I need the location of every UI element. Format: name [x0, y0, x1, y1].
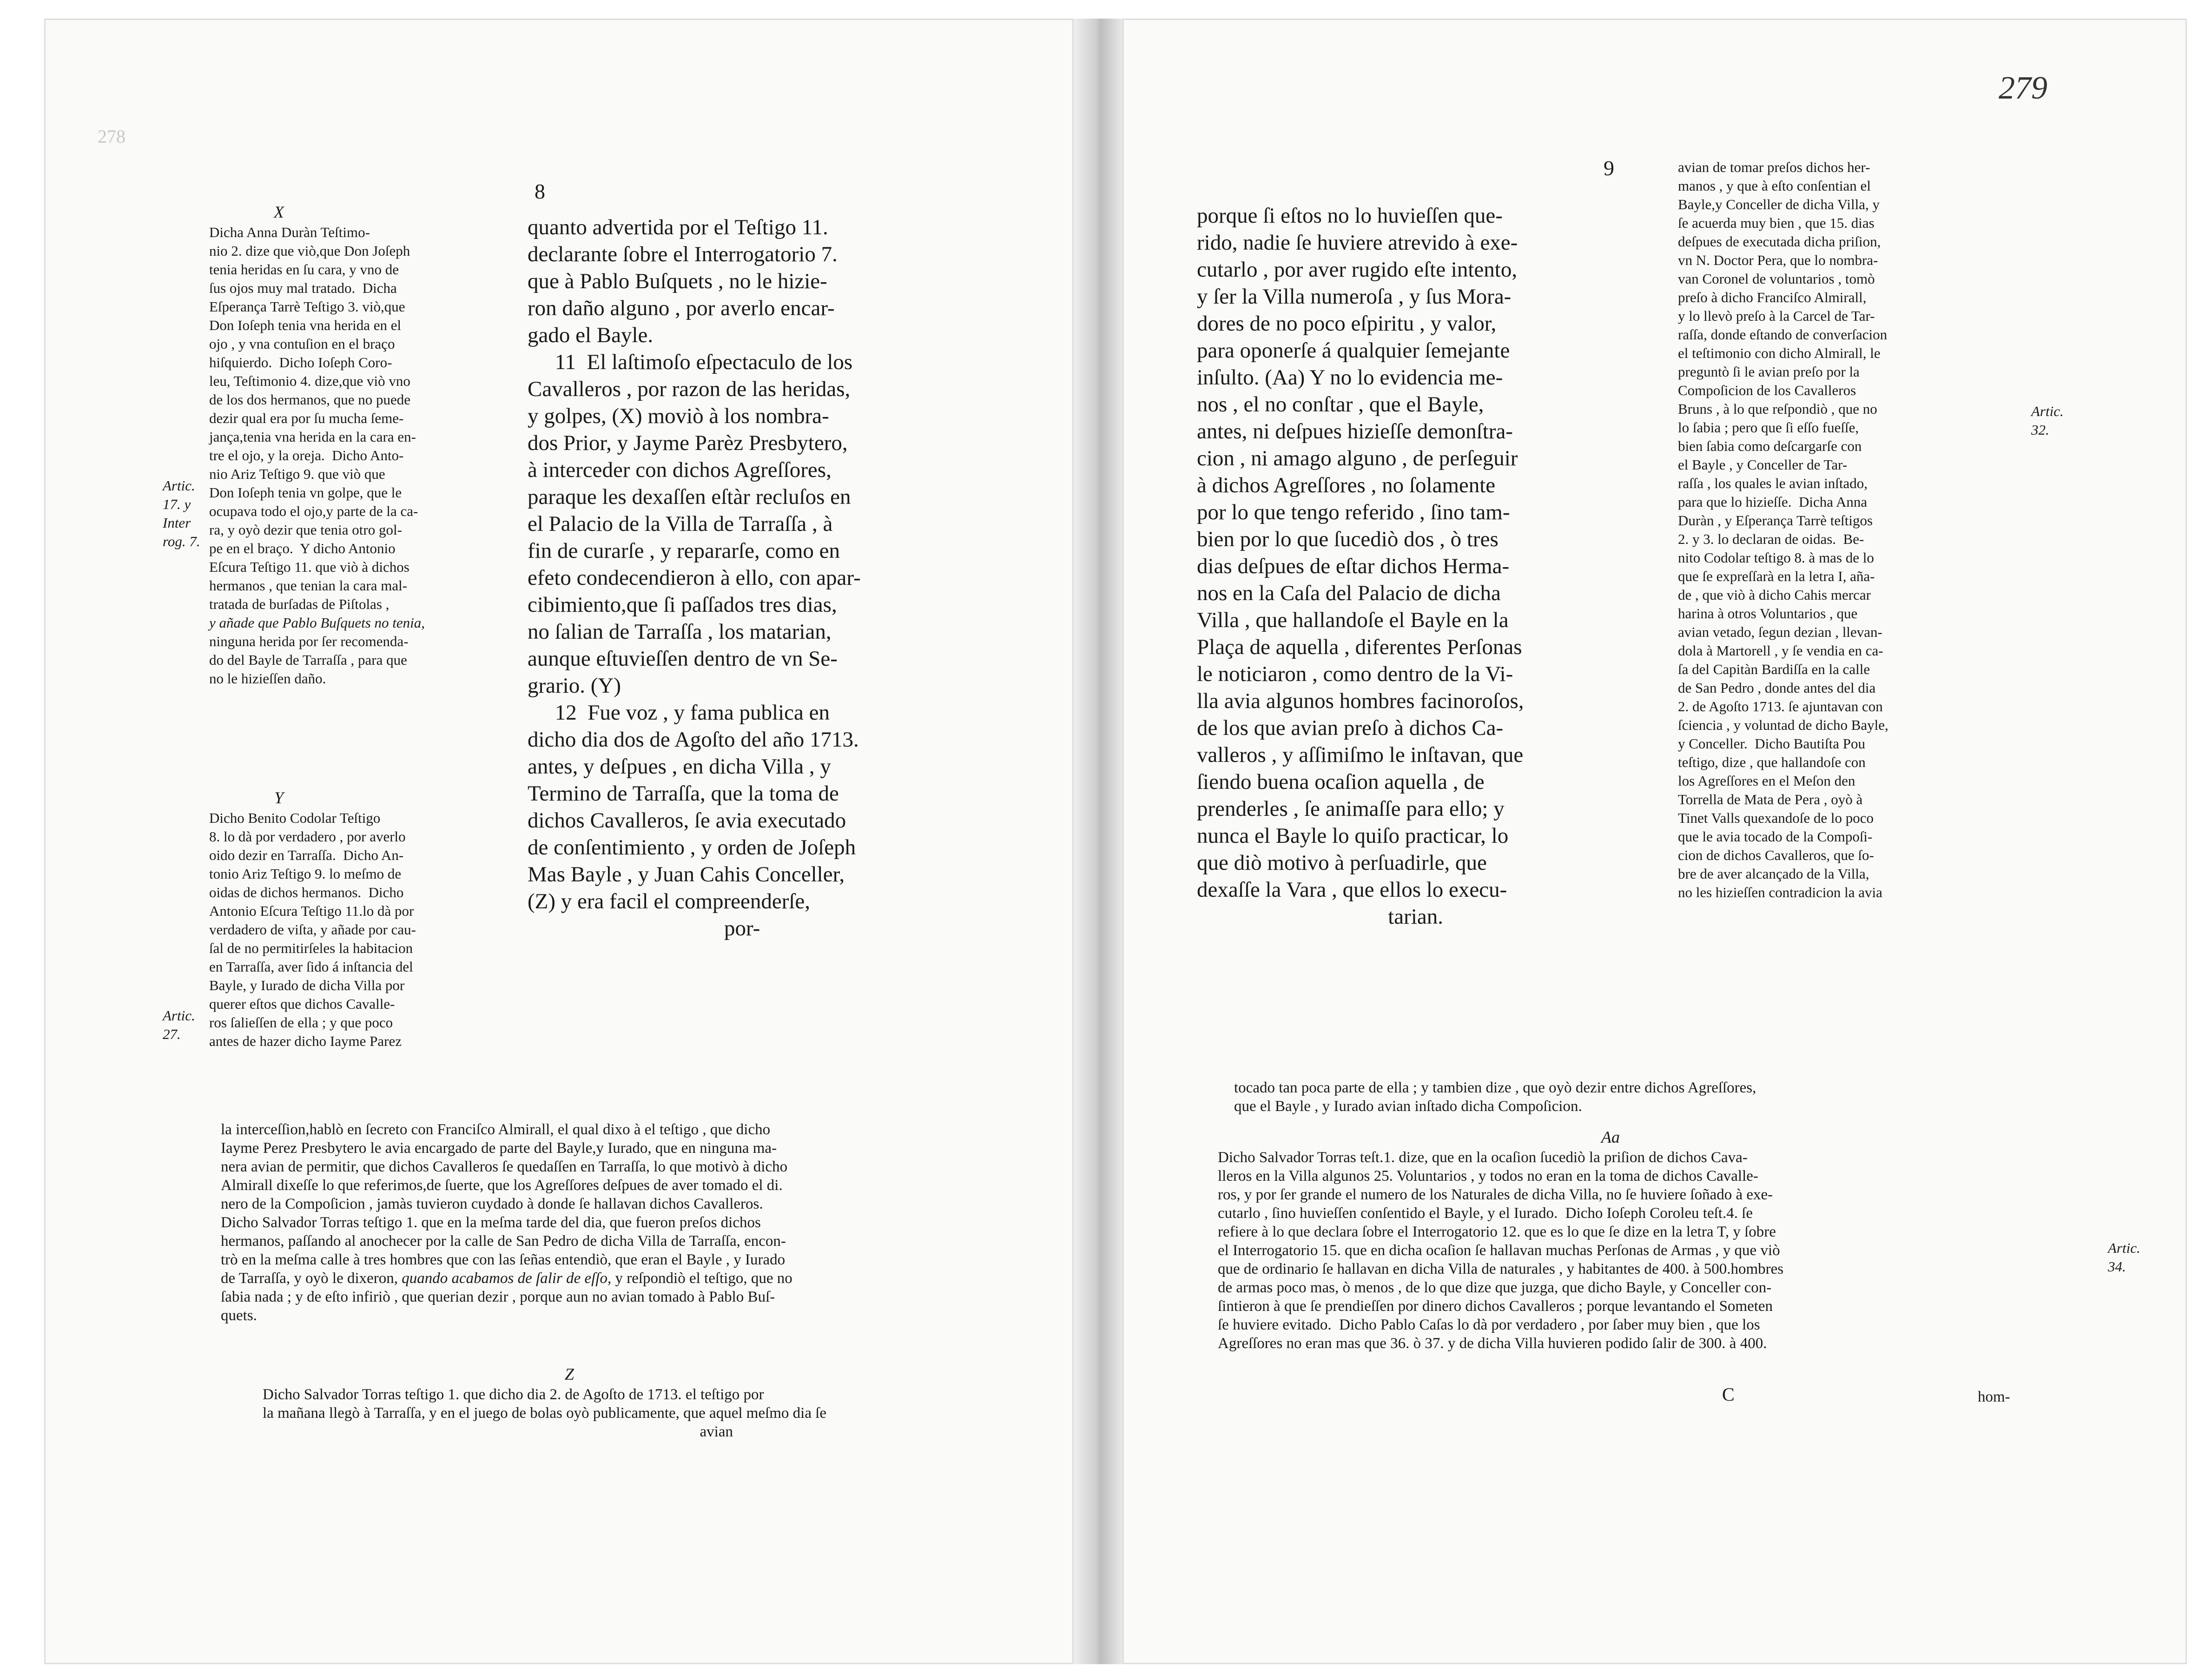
corner-mark: 278: [98, 126, 125, 147]
bridge-text: tocado tan poca parte de ella ; y tambien dize , que oyò dezir entre dichos Agreſſores, que el Bayle , y Iurado avian inſtado dicha Compoſicion.: [1234, 1079, 1756, 1115]
main-text: porque ſi eſtos no lo huvieſſen que- rido, nadie ſe huviere atrevido à exe- cutarlo , por aver rugido eſte intento, y ſer la Villa numeroſa , y ſus Mora- dores de no poco eſpiritu , y valor, para oponerſe á qualquier ſemejante inſulto. (Aa) Y no lo evidencia me- nos , el no conſtar , que el Bayle, antes, ni deſpues hizieſſe demonſtra- cion , ni amago alguno , de perſeguir à dichos Agreſſores , no ſolamente por lo que tengo referido , ſino tam- bien por lo que ſucediò dos , ò tres dias deſpues de eſtar dichos Herma- nos en la Caſa del Palacio de dicha Villa , que hallandoſe el Bayle en la Plaça de aquella , diferentes Perſonas le noticiaron , como dentro de la Vi- lla avia algunos hombres facinoroſos, de los que avian preſo à dichos Ca- valleros , y aſſimiſmo le inſtavan, que ſiendo buena ocaſion aquella , de prenderles , ſe animaſſe para ello; y nunca el Bayle lo quiſo practicar, lo que diò motivo à perſuadirle, que dexaſſe la Vara , que ellos lo execu- tarian.: [1197, 204, 1524, 929]
footnote-aa: Dicho Salvador Torras teſt.1. dize, que en la ocaſion ſucediò la priſion de dichos Cava- lleros en la Villa algunos 25. Voluntarios , y todos no eran en la toma de dichos Cavalle- ros, y por ſer grande el numero de los Naturales de dicha Villa, no ſe huviere ſoñado à exe- cutarlo , ſino huvieſſen conſentido el Bayle, y el Iurado. Dicho Ioſeph Coroleu teſt.4. ſe refiere à lo que declara ſobre el Interrogatorio 12. que es lo que ſe dize en la letra T, y ſobre el Interrogatorio 15. que en dicha ocaſion ſe hallavan muchas Perſonas de Armas , y que viò que de ordinario ſe hallavan en dicha Villa de naturales , y habitantes de 400. à 500.hombres de armas poco mas, ò menos , de lo que dize que juzga, que dicho Bayle, y Conceller con- ſintieron à que ſe prendieſſen por dinero dichos Cavalleros ; porque levantando el Someten ſe huviere evitado. Dicho Pablo Caſas lo dà por verdadero , por ſaber muy bien , que los Agreſſores no eran mas que 36. ò 37. y de dicha Villa huvieren podido ſalir de 300. à 400.: [1218, 1149, 1784, 1352]
main-text: quanto advertida por el Teſtigo 11. declarante ſobre el Interrogatorio 7. que à Pablo Buſquets , no le hizie- ron daño alguno , por averlo encar- gado el Bayle. 11 El laſtimoſo eſpectaculo de los Cavalleros , por razon de las heridas, y golpes, (X) moviò à los nombra- dos Prior, y Jayme Parèz Presbytero, à interceder con dichos Agreſſores, paraque les dexaſſen eſtàr recluſos en el Palacio de la Villa de Tarraſſa , à fin de curarſe , y repararſe, como en efeto condecendieron à ello, con apar- cibimiento,que ſi paſſados tres dias, no ſalian de Tarraſſa , los matarian, aunque eſtuvieſſen dentro de vn Se- grario. (Y) 12 Fue voz , y fama publica en dicho dia dos de Agoſto del año 1713. antes, y deſpues , en dicha Villa , y Termino de Tarraſſa, que la toma de dichos Cavalleros, ſe avia executado de conſentimiento , y orden de Joſeph Mas Bayle , y Juan Cahis Conceller, (Z) y era facil el compreenderſe, por-: [528, 215, 861, 940]
left-page: [44, 19, 1074, 1664]
footnote-x-tail: ninguna herida por ſer recomenda- do del Bayle de Tarraſſa , para que no le hizieſſen daño.: [209, 633, 409, 687]
footnote-x-text: Dicha Anna Duràn Teſtimo- nio 2. dize que viò,que Don Joſeph tenia heridas en ſu cara, y vno de ſus ojos muy mal tratado. Dicha Eſperança Tarrè Teſtigo 3. viò,que Don Ioſeph tenia vna herida en el ojo , y vna contuſion en el braço hiſquierdo. Dicho Ioſeph Coro- leu, Teſtimonio 4. dize,que viò vno de los dos hermanos, que no puede dezir qual era por ſu mucha ſeme- jança,tenia vna herida en la cara en- tre el ojo, y la oreja. Dicho Anto- nio Ariz Teſtigo 9. que viò que Don Ioſeph tenia vn golpe, que le ocupava todo el ojo,y parte de la ca- ra, y oyò dezir que tenia otro gol- pe en el braço. Y dicho Antonio Eſcura Teſtigo 11. que viò à dichos hermanos , que tenian la cara mal- tratada de burſadas de Piſtolas ,: [209, 224, 418, 612]
footnote-z-letter: Z: [564, 1365, 574, 1383]
footnote-x: [209, 223, 548, 688]
margin-note-artic-34: Artic. 34.: [2108, 1240, 2140, 1275]
margin-note-artic-27: Artic. 27.: [163, 1007, 195, 1042]
footnote-x-italic: y añade que Pablo Buſquets no tenia,: [209, 615, 425, 631]
signature-mark: C: [1722, 1384, 1735, 1405]
footnote-x-continued: avian de tomar preſos dichos her- manos , y que à eſto conſentian el Bayle,y Conceller de dicha Villa, y ſe acuerda muy bien , que 15. dias deſpues de executada dicha priſion, vn N. Doctor Pera, que lo nombra- van Coronel de voluntarios , tomò preſo à dicho Franciſco Almirall, y lo llevò preſo à la Carcel de Tar- raſſa, donde eſtando de converſacion el teſtimonio con dicho Almirall, le preguntò ſi le avian preſo por la Compoſicion de los Cavalleros Bruns , à lo que reſpondiò , que no lo ſabia ; pero que ſi eſſo fueſſe, bien ſabia como deſcargarſe con el Bayle , y Conceller de Tar- raſſa , los quales le avian inſtado, para que lo hizieſſe. Dicha Anna Duràn , y Eſperança Tarrè teſtigos 2. y 3. lo declaran de oidas. Be- nito Codolar teſtigo 8. à mas de lo que ſe expreſſarà en la letra I, aña- de , que viò à dicho Cahis mercar harina à otros Voluntarios , que avian vetado, ſegun dezian , llevan- dola à Martorell , y ſe vendia en ca- ſa del Capitàn Bardiſſa en la calle de San Pedro , donde antes del dia 2. de Agoſto 1713. ſe ajuntavan con ſciencia , y voluntad de dicho Bayle, y Conceller. Dicho Bautiſta Pou teſtigo, dize , que hallandoſe con los Agreſſores en el Meſon den Torrella de Mata de Pera , oyò à Tinet Valls quexandoſe de lo poco que le avia tocado de la Compoſi- cion de dichos Cavalleros, que ſo- bre de aver alcançado de la Villa, no les hizieſſen contradicion la avia: [1678, 159, 1888, 900]
wide-footnote-tail: y reſpondiò el teſtigo, que no ſabia nada ; y de eſto infiriò , que querian dezir , porque aun no avian tomado à Pablo Buſ- quets.: [221, 1270, 792, 1324]
page-number: 8: [535, 179, 545, 203]
footnote-y: [209, 809, 548, 1051]
margin-note-artic-17: Artic. 17. y Inter rog. 7.: [163, 477, 200, 549]
page-number: 9: [1604, 156, 1614, 180]
wide-footnote-text: la interceſſion,hablò en ſecreto con Franciſco Almirall, el qual dixo à el teſtigo , que dicho Iayme Perez Presbytero le avia encargado de parte del Bayle,y Iurado, que en ninguna ma- nera avian de permitir, que dichos Cavalleros ſe quedaſſen en Tarraſſa, lo que motivò à dicho Almirall dixeſſe lo que referimos,de ſuerte, que los Agreſſores deſpues de aver tomado el di. nero de la Compoſicion , jamàs tuvieron cuydado à donde ſe hallavan dichos Cavalleros. Dicho Salvador Torras teſtigo 1. que en la meſma tarde del dia, que fueron preſos dichos hermanos, paſſando al anochecer por la calle de San Pedro de dicha Villa de Tarraſſa, encon- trò en la meſma calle à tres hombres que con las ſeñas entendiò, que eran el Bayle , y Iurado de Tarraſſa, y oyò le dixeron,: [221, 1121, 788, 1287]
wide-footnote-italic: quando acabamos de ſalir de eſſo,: [402, 1270, 612, 1287]
right-page: [1122, 19, 2187, 1664]
book-gutter: [1074, 19, 1122, 1664]
footnote-x-letter: X: [274, 203, 284, 221]
catchword: hom-: [1978, 1389, 2010, 1405]
folio-number: 279: [1999, 70, 2047, 106]
footnote-z: Dicho Salvador Torras teſtigo 1. que dicho dia 2. de Agoſto de 1713. el teſtigo por la mañana llegò à Tarraſſa, y en el juego de bolas oyò publicamente, que aquel meſmo dia ſe avian: [263, 1386, 827, 1440]
footnote-y-text: Dicho Benito Codolar Teſtigo 8. lo dà por verdadero , por averlo oido dezir en Tarraſſa. Dicho An- tonio Ariz Teſtigo 9. lo meſmo de oidas de dichos hermanos. Dicho Antonio Eſcura Teſtigo 11.lo dà por verdadero de viſta, y añade por cau- ſal de no permitirſeles la habitacion en Tarraſſa, aver ſido á inſtancia del Bayle, y Iurado de dicha Villa por querer eſtos que dichos Cavalle- ros ſalieſſen de ella ; y que poco antes de hazer dicho Iayme Parez: [209, 810, 416, 1049]
margin-note-artic-32: Artic. 32.: [2031, 403, 2064, 438]
footnote-y-letter: Y: [274, 788, 284, 807]
footnote-aa-letter: Aa: [1601, 1128, 1620, 1146]
wide-footnote: [221, 1120, 1039, 1325]
